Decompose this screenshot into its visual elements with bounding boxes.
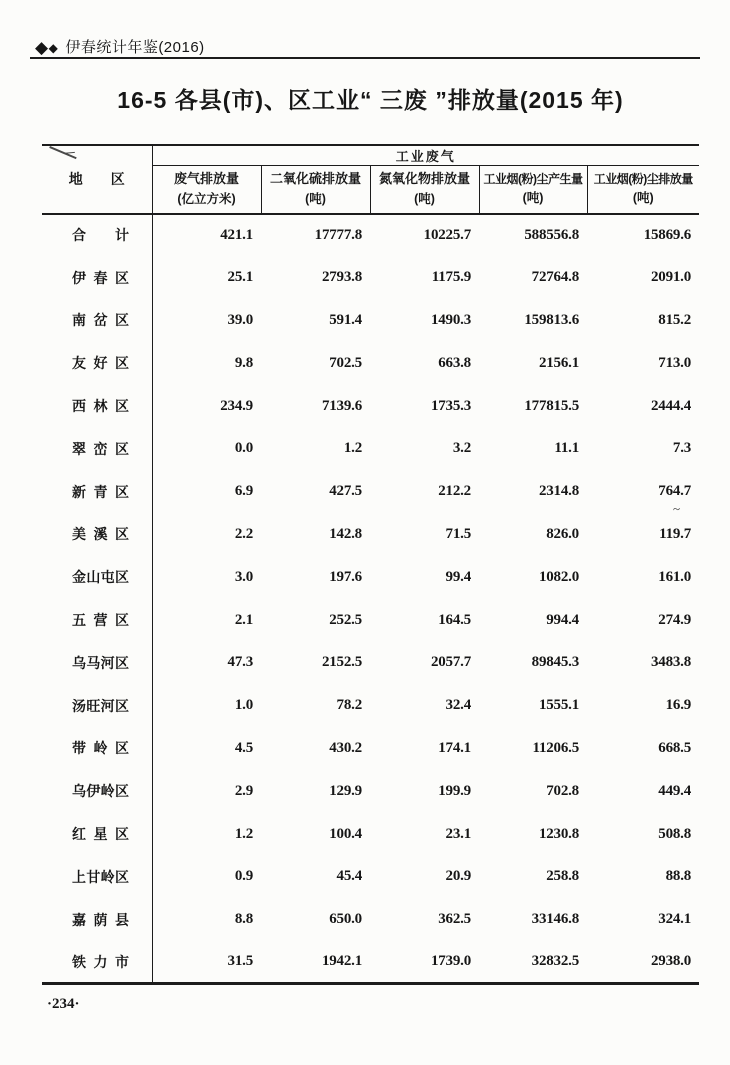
value-cell: 0.9 (234, 868, 253, 885)
value-cell: 100.4 (329, 825, 362, 842)
value-cell: 588556.8 (524, 226, 579, 243)
value-cell: 650.0 (329, 911, 362, 928)
region-cell (42, 256, 152, 299)
value-cell: 164.5 (438, 611, 471, 628)
value-cell: 1.0 (234, 697, 253, 714)
value-cell: 6.9 (234, 483, 253, 500)
value-cell: 1082.0 (538, 568, 579, 585)
column-name: 二氧化硫排放量 (269, 171, 361, 187)
table-row (42, 641, 699, 684)
column-header-dust-produced (479, 166, 587, 214)
region-cell (42, 641, 152, 684)
region-cell (42, 941, 152, 984)
region-label: 五营区 (72, 612, 129, 629)
value-cell: 430.2 (329, 739, 362, 756)
value-cell: 47.3 (227, 654, 253, 671)
region-label: 铁力市 (72, 953, 129, 970)
value-cell: 713.0 (658, 354, 692, 371)
region-label: 友好区 (72, 355, 129, 372)
value-cell: 88.8 (665, 868, 692, 885)
region-label: 南岔区 (72, 312, 129, 329)
value-cell: 39.0 (227, 311, 253, 328)
value-cell: 508.8 (658, 825, 692, 842)
region-cell (42, 299, 152, 342)
region-cell (42, 470, 152, 513)
column-header-waste-gas (152, 166, 261, 214)
column-name: 氮氧化物排放量 (378, 171, 470, 187)
value-cell: 71.5 (445, 525, 471, 542)
table-row (42, 513, 699, 556)
region-label: 翠峦区 (72, 440, 129, 457)
value-cell: 252.5 (329, 611, 362, 628)
column-unit: (吨) (632, 190, 654, 205)
column-unit: (亿立方米) (177, 191, 236, 206)
value-cell: 663.8 (438, 354, 471, 371)
region-label: 乌马河区 (72, 654, 129, 671)
value-cell: 1739.0 (430, 953, 471, 970)
value-cell: 197.6 (329, 568, 362, 585)
value-cell: 1735.3 (430, 397, 471, 414)
value-cell: 78.2 (336, 697, 362, 714)
value-cell: 2314.8 (538, 483, 579, 500)
value-cell: 45.4 (336, 868, 362, 885)
value-cell: 1.2 (343, 440, 362, 457)
table-body (42, 214, 699, 984)
table-row (42, 684, 699, 727)
region-label: 乌伊岭区 (72, 783, 129, 800)
value-cell: 25.1 (227, 269, 253, 286)
region-cell (42, 556, 152, 599)
region-cell (42, 599, 152, 642)
value-cell: 1.2 (234, 825, 253, 842)
region-label: 汤旺河区 (72, 697, 129, 714)
value-cell: 32.4 (445, 697, 471, 714)
region-cell (42, 898, 152, 941)
table-row (42, 941, 699, 984)
value-cell: 9.8 (234, 354, 253, 371)
table-row (42, 299, 699, 342)
region-cell (42, 813, 152, 856)
span-header-industrial-waste-gas: 工业废气 (152, 145, 699, 166)
column-name: 废气排放量 (173, 171, 239, 187)
value-cell: 2.9 (234, 782, 253, 799)
value-cell: 2091.0 (650, 269, 692, 286)
value-cell: 668.5 (658, 739, 692, 756)
value-cell: 3483.8 (650, 654, 692, 671)
value-cell: 33146.8 (531, 911, 579, 928)
value-cell: 258.8 (546, 868, 579, 885)
value-cell: 274.9 (658, 611, 692, 628)
diamond-icon: ◆ (35, 38, 49, 57)
region-label: 嘉荫县 (72, 911, 129, 928)
value-cell: 3.0 (234, 568, 253, 585)
value-cell: 11.1 (554, 440, 579, 457)
table-row (42, 813, 699, 856)
running-head (35, 36, 700, 58)
table-row (42, 385, 699, 428)
value-cell: 129.9 (329, 782, 362, 799)
value-cell: 1942.1 (321, 953, 362, 970)
column-name: 工业烟(粉)尘排放量 (593, 172, 693, 187)
value-cell: 324.1 (658, 911, 692, 928)
value-cell: 161.0 (658, 568, 692, 585)
table-row (42, 855, 699, 898)
value-cell: 119.7 (659, 525, 692, 542)
region-label: 红星区 (72, 826, 129, 843)
region-label: 新青区 (72, 483, 129, 500)
table-row (42, 256, 699, 299)
scan-artifact: ~ (673, 501, 681, 516)
value-cell: 994.4 (546, 611, 579, 628)
value-cell: 10225.7 (423, 226, 471, 243)
value-cell: 174.1 (438, 739, 471, 756)
value-cell: 177815.5 (524, 397, 579, 414)
region-cell (42, 427, 152, 470)
table-row (42, 898, 699, 941)
value-cell: 1490.3 (430, 311, 471, 328)
region-column-header (42, 145, 152, 214)
value-cell: 31.5 (227, 953, 253, 970)
value-cell: 159813.6 (524, 311, 579, 328)
value-cell: 0.0 (234, 440, 253, 457)
value-cell: 7139.6 (321, 397, 362, 414)
value-cell: 142.8 (329, 525, 362, 542)
value-cell: 23.1 (445, 825, 471, 842)
column-unit: (吨) (522, 190, 544, 205)
value-cell: 15869.6 (643, 226, 692, 243)
column-name: 工业烟(粉)尘产生量 (483, 172, 583, 187)
table-row (42, 342, 699, 385)
value-cell: 2793.8 (321, 269, 362, 286)
header-row-span (42, 145, 699, 166)
table-row (42, 770, 699, 813)
value-cell: 2444.4 (650, 397, 692, 414)
region-cell (42, 855, 152, 898)
value-cell: 764.7 (658, 483, 692, 500)
value-cell: 89845.3 (531, 654, 579, 671)
region-label: 合计 (72, 227, 129, 244)
table-row (42, 470, 699, 513)
value-cell: 20.9 (445, 868, 471, 885)
region-cell (42, 342, 152, 385)
value-cell: 702.8 (546, 782, 579, 799)
page-number: ·234· (47, 996, 80, 1012)
value-cell: 99.4 (445, 568, 471, 585)
header-rule (30, 57, 700, 59)
table-row (42, 556, 699, 599)
column-unit: (吨) (414, 191, 435, 206)
region-cell (42, 684, 152, 727)
value-cell: 1175.9 (431, 269, 471, 286)
emissions-table (42, 144, 699, 985)
value-cell: 449.4 (658, 782, 692, 799)
value-cell: 421.1 (220, 226, 253, 243)
region-header-label: 地区 (68, 171, 125, 188)
value-cell: 1555.1 (538, 697, 579, 714)
value-cell: 4.5 (234, 739, 253, 756)
value-cell: 591.4 (329, 311, 362, 328)
table-header (42, 145, 699, 214)
page-title: 16-5 各县(市)、区工业“ 三废 ”排放量(2015 年) (117, 87, 624, 113)
table-row (42, 727, 699, 770)
column-header-dust-emitted (587, 166, 699, 214)
value-cell: 2938.0 (650, 953, 692, 970)
region-label: 西林区 (72, 398, 129, 415)
value-cell: 3.2 (452, 440, 471, 457)
value-cell: 72764.8 (531, 269, 579, 286)
column-header-so2 (261, 166, 370, 214)
region-cell (42, 727, 152, 770)
value-cell: 32832.5 (531, 953, 579, 970)
value-cell: 815.2 (658, 311, 692, 328)
value-cell: 17777.8 (314, 226, 362, 243)
value-cell: 234.9 (220, 397, 253, 414)
value-cell: 16.9 (665, 697, 692, 714)
region-label: 金山屯区 (72, 569, 129, 586)
value-cell: 362.5 (438, 911, 471, 928)
value-cell: 2152.5 (321, 654, 362, 671)
value-cell: 8.8 (234, 911, 253, 928)
region-cell (42, 770, 152, 813)
table-row (42, 427, 699, 470)
region-label: 带岭区 (72, 740, 129, 757)
column-header-nox (370, 166, 479, 214)
value-cell: 1230.8 (538, 825, 579, 842)
region-cell (42, 513, 152, 556)
table-row (42, 214, 699, 257)
value-cell: 212.2 (438, 483, 471, 500)
emissions-table-wrap (42, 144, 699, 985)
value-cell: 2.1 (234, 611, 253, 628)
column-unit: (吨) (305, 191, 326, 206)
value-cell: 11206.5 (532, 739, 579, 756)
diamond-icon: ◆ (48, 41, 59, 55)
value-cell: 826.0 (546, 525, 579, 542)
region-label: 美溪区 (72, 526, 129, 543)
value-cell: 7.3 (672, 440, 692, 457)
value-cell: 702.5 (329, 354, 362, 371)
region-cell (42, 214, 152, 257)
value-cell: 2057.7 (430, 654, 471, 671)
value-cell: 2.2 (234, 525, 253, 542)
region-label: 上甘岭区 (72, 868, 129, 885)
value-cell: 2156.1 (538, 354, 579, 371)
value-cell: 199.9 (438, 782, 471, 799)
yearbook-title: 伊春统计年鉴(2016) (65, 39, 205, 56)
value-cell: 427.5 (329, 483, 362, 500)
table-row (42, 599, 699, 642)
region-cell (42, 385, 152, 428)
region-label: 伊春区 (72, 269, 129, 286)
